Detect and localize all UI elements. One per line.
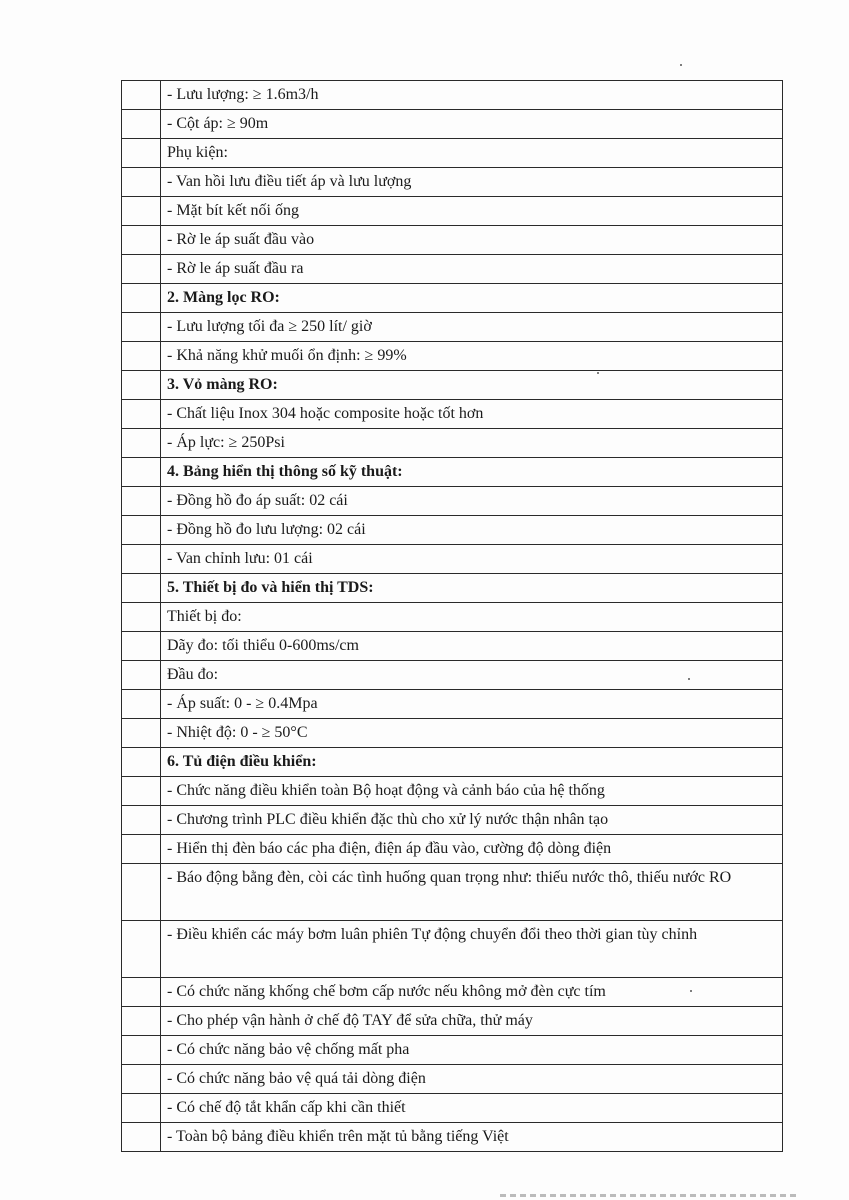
spec-cell: - Chức năng điều khiển toàn Bộ hoạt động và cảnh báo của hệ thống xyxy=(161,777,783,806)
index-cell xyxy=(122,835,161,864)
spec-cell: - Cột áp: ≥ 90m xyxy=(161,110,783,139)
table-row xyxy=(122,864,783,921)
table-row xyxy=(122,661,783,690)
spec-cell: - Áp suất: 0 - ≥ 0.4Mpa xyxy=(161,690,783,719)
index-cell xyxy=(122,110,161,139)
index-cell xyxy=(122,777,161,806)
spec-cell: - Hiển thị đèn báo các pha điện, điện áp đầu vào, cường độ dòng điện xyxy=(161,835,783,864)
spec-cell: - Rờ le áp suất đầu vào xyxy=(161,226,783,255)
index-cell xyxy=(122,632,161,661)
scan-edge-mark xyxy=(500,1194,800,1197)
section-heading-cell: 3. Vỏ màng RO: xyxy=(161,371,783,400)
table-row xyxy=(122,255,783,284)
table-row xyxy=(122,632,783,661)
index-cell xyxy=(122,921,161,978)
table-row xyxy=(122,487,783,516)
table-row xyxy=(122,284,783,313)
spec-cell: - Mặt bít kết nối ống xyxy=(161,197,783,226)
index-cell xyxy=(122,1094,161,1123)
table-row xyxy=(122,81,783,110)
scan-speck xyxy=(688,678,690,680)
index-cell xyxy=(122,719,161,748)
table-row xyxy=(122,690,783,719)
spec-cell: Thiết bị đo: xyxy=(161,603,783,632)
table-row xyxy=(122,371,783,400)
index-cell xyxy=(122,197,161,226)
section-heading-cell: 5. Thiết bị đo và hiển thị TDS: xyxy=(161,574,783,603)
table-row xyxy=(122,313,783,342)
index-cell xyxy=(122,487,161,516)
spec-cell: - Đồng hồ đo áp suất: 02 cái xyxy=(161,487,783,516)
table-row xyxy=(122,806,783,835)
table-row xyxy=(122,1123,783,1152)
index-cell xyxy=(122,429,161,458)
spec-cell: - Chương trình PLC điều khiển đặc thù cho xử lý nước thận nhân tạo xyxy=(161,806,783,835)
table-row xyxy=(122,516,783,545)
index-cell xyxy=(122,748,161,777)
table-row xyxy=(122,835,783,864)
index-cell xyxy=(122,603,161,632)
index-cell xyxy=(122,139,161,168)
table-row xyxy=(122,226,783,255)
table-row xyxy=(122,603,783,632)
spec-table xyxy=(121,80,783,1152)
section-heading-cell: 2. Màng lọc RO: xyxy=(161,284,783,313)
index-cell xyxy=(122,458,161,487)
scan-speck xyxy=(597,372,599,374)
spec-cell: - Báo động bằng đèn, còi các tình huống quan trọng như: thiếu nước thô, thiếu nước RO xyxy=(161,864,783,921)
index-cell xyxy=(122,864,161,921)
spec-cell: - Toàn bộ bảng điều khiển trên mặt tủ bằng tiếng Việt xyxy=(161,1123,783,1152)
table-row xyxy=(122,400,783,429)
table-row xyxy=(122,168,783,197)
table-row xyxy=(122,1094,783,1123)
spec-cell: Dãy đo: tối thiểu 0-600ms/cm xyxy=(161,632,783,661)
scan-speck xyxy=(690,990,692,992)
index-cell xyxy=(122,545,161,574)
spec-cell: - Chất liệu Inox 304 hoặc composite hoặc tốt hơn xyxy=(161,400,783,429)
index-cell xyxy=(122,661,161,690)
index-cell xyxy=(122,313,161,342)
spec-cell: Đầu đo: xyxy=(161,661,783,690)
spec-cell: - Lưu lượng: ≥ 1.6m3/h xyxy=(161,81,783,110)
spec-cell: - Có chế độ tắt khẩn cấp khi cần thiết xyxy=(161,1094,783,1123)
index-cell xyxy=(122,284,161,313)
index-cell xyxy=(122,1065,161,1094)
index-cell xyxy=(122,371,161,400)
spec-cell: - Van chỉnh lưu: 01 cái xyxy=(161,545,783,574)
spec-cell: - Khả năng khử muối ổn định: ≥ 99% xyxy=(161,342,783,371)
table-row xyxy=(122,1036,783,1065)
section-heading-cell: 4. Bảng hiển thị thông số kỹ thuật: xyxy=(161,458,783,487)
table-row xyxy=(122,719,783,748)
index-cell xyxy=(122,342,161,371)
spec-cell: Phụ kiện: xyxy=(161,139,783,168)
spec-cell: - Áp lực: ≥ 250Psi xyxy=(161,429,783,458)
index-cell xyxy=(122,226,161,255)
table-row xyxy=(122,545,783,574)
table-row xyxy=(122,110,783,139)
spec-cell: - Cho phép vận hành ở chế độ TAY để sửa chữa, thử máy xyxy=(161,1007,783,1036)
table-row xyxy=(122,748,783,777)
table-row xyxy=(122,458,783,487)
index-cell xyxy=(122,1036,161,1065)
spec-cell: - Van hồi lưu điều tiết áp và lưu lượng xyxy=(161,168,783,197)
spec-cell: - Có chức năng bảo vệ chống mất pha xyxy=(161,1036,783,1065)
table-row xyxy=(122,978,783,1007)
table-row xyxy=(122,574,783,603)
index-cell xyxy=(122,516,161,545)
spec-cell: - Lưu lượng tối đa ≥ 250 lít/ giờ xyxy=(161,313,783,342)
table-row xyxy=(122,1065,783,1094)
spec-cell: - Có chức năng khống chế bơm cấp nước nếu không mở đèn cực tím xyxy=(161,978,783,1007)
index-cell xyxy=(122,400,161,429)
spec-cell: - Rờ le áp suất đầu ra xyxy=(161,255,783,284)
table-row xyxy=(122,777,783,806)
table-row xyxy=(122,921,783,978)
index-cell xyxy=(122,806,161,835)
index-cell xyxy=(122,690,161,719)
index-cell xyxy=(122,574,161,603)
index-cell xyxy=(122,978,161,1007)
spec-cell: - Điều khiển các máy bơm luân phiên Tự động chuyển đổi theo thời gian tùy chỉnh xyxy=(161,921,783,978)
spec-cell: - Đồng hồ đo lưu lượng: 02 cái xyxy=(161,516,783,545)
index-cell xyxy=(122,1123,161,1152)
table-row xyxy=(122,139,783,168)
table-row xyxy=(122,1007,783,1036)
table-row xyxy=(122,197,783,226)
table-row xyxy=(122,429,783,458)
scan-speck xyxy=(680,64,682,66)
spec-table-body xyxy=(122,81,783,1152)
table-row xyxy=(122,342,783,371)
index-cell xyxy=(122,1007,161,1036)
spec-cell: - Có chức năng bảo vệ quá tải dòng điện xyxy=(161,1065,783,1094)
spec-cell: - Nhiệt độ: 0 - ≥ 50°C xyxy=(161,719,783,748)
index-cell xyxy=(122,168,161,197)
index-cell xyxy=(122,255,161,284)
section-heading-cell: 6. Tủ điện điều khiển: xyxy=(161,748,783,777)
index-cell xyxy=(122,81,161,110)
